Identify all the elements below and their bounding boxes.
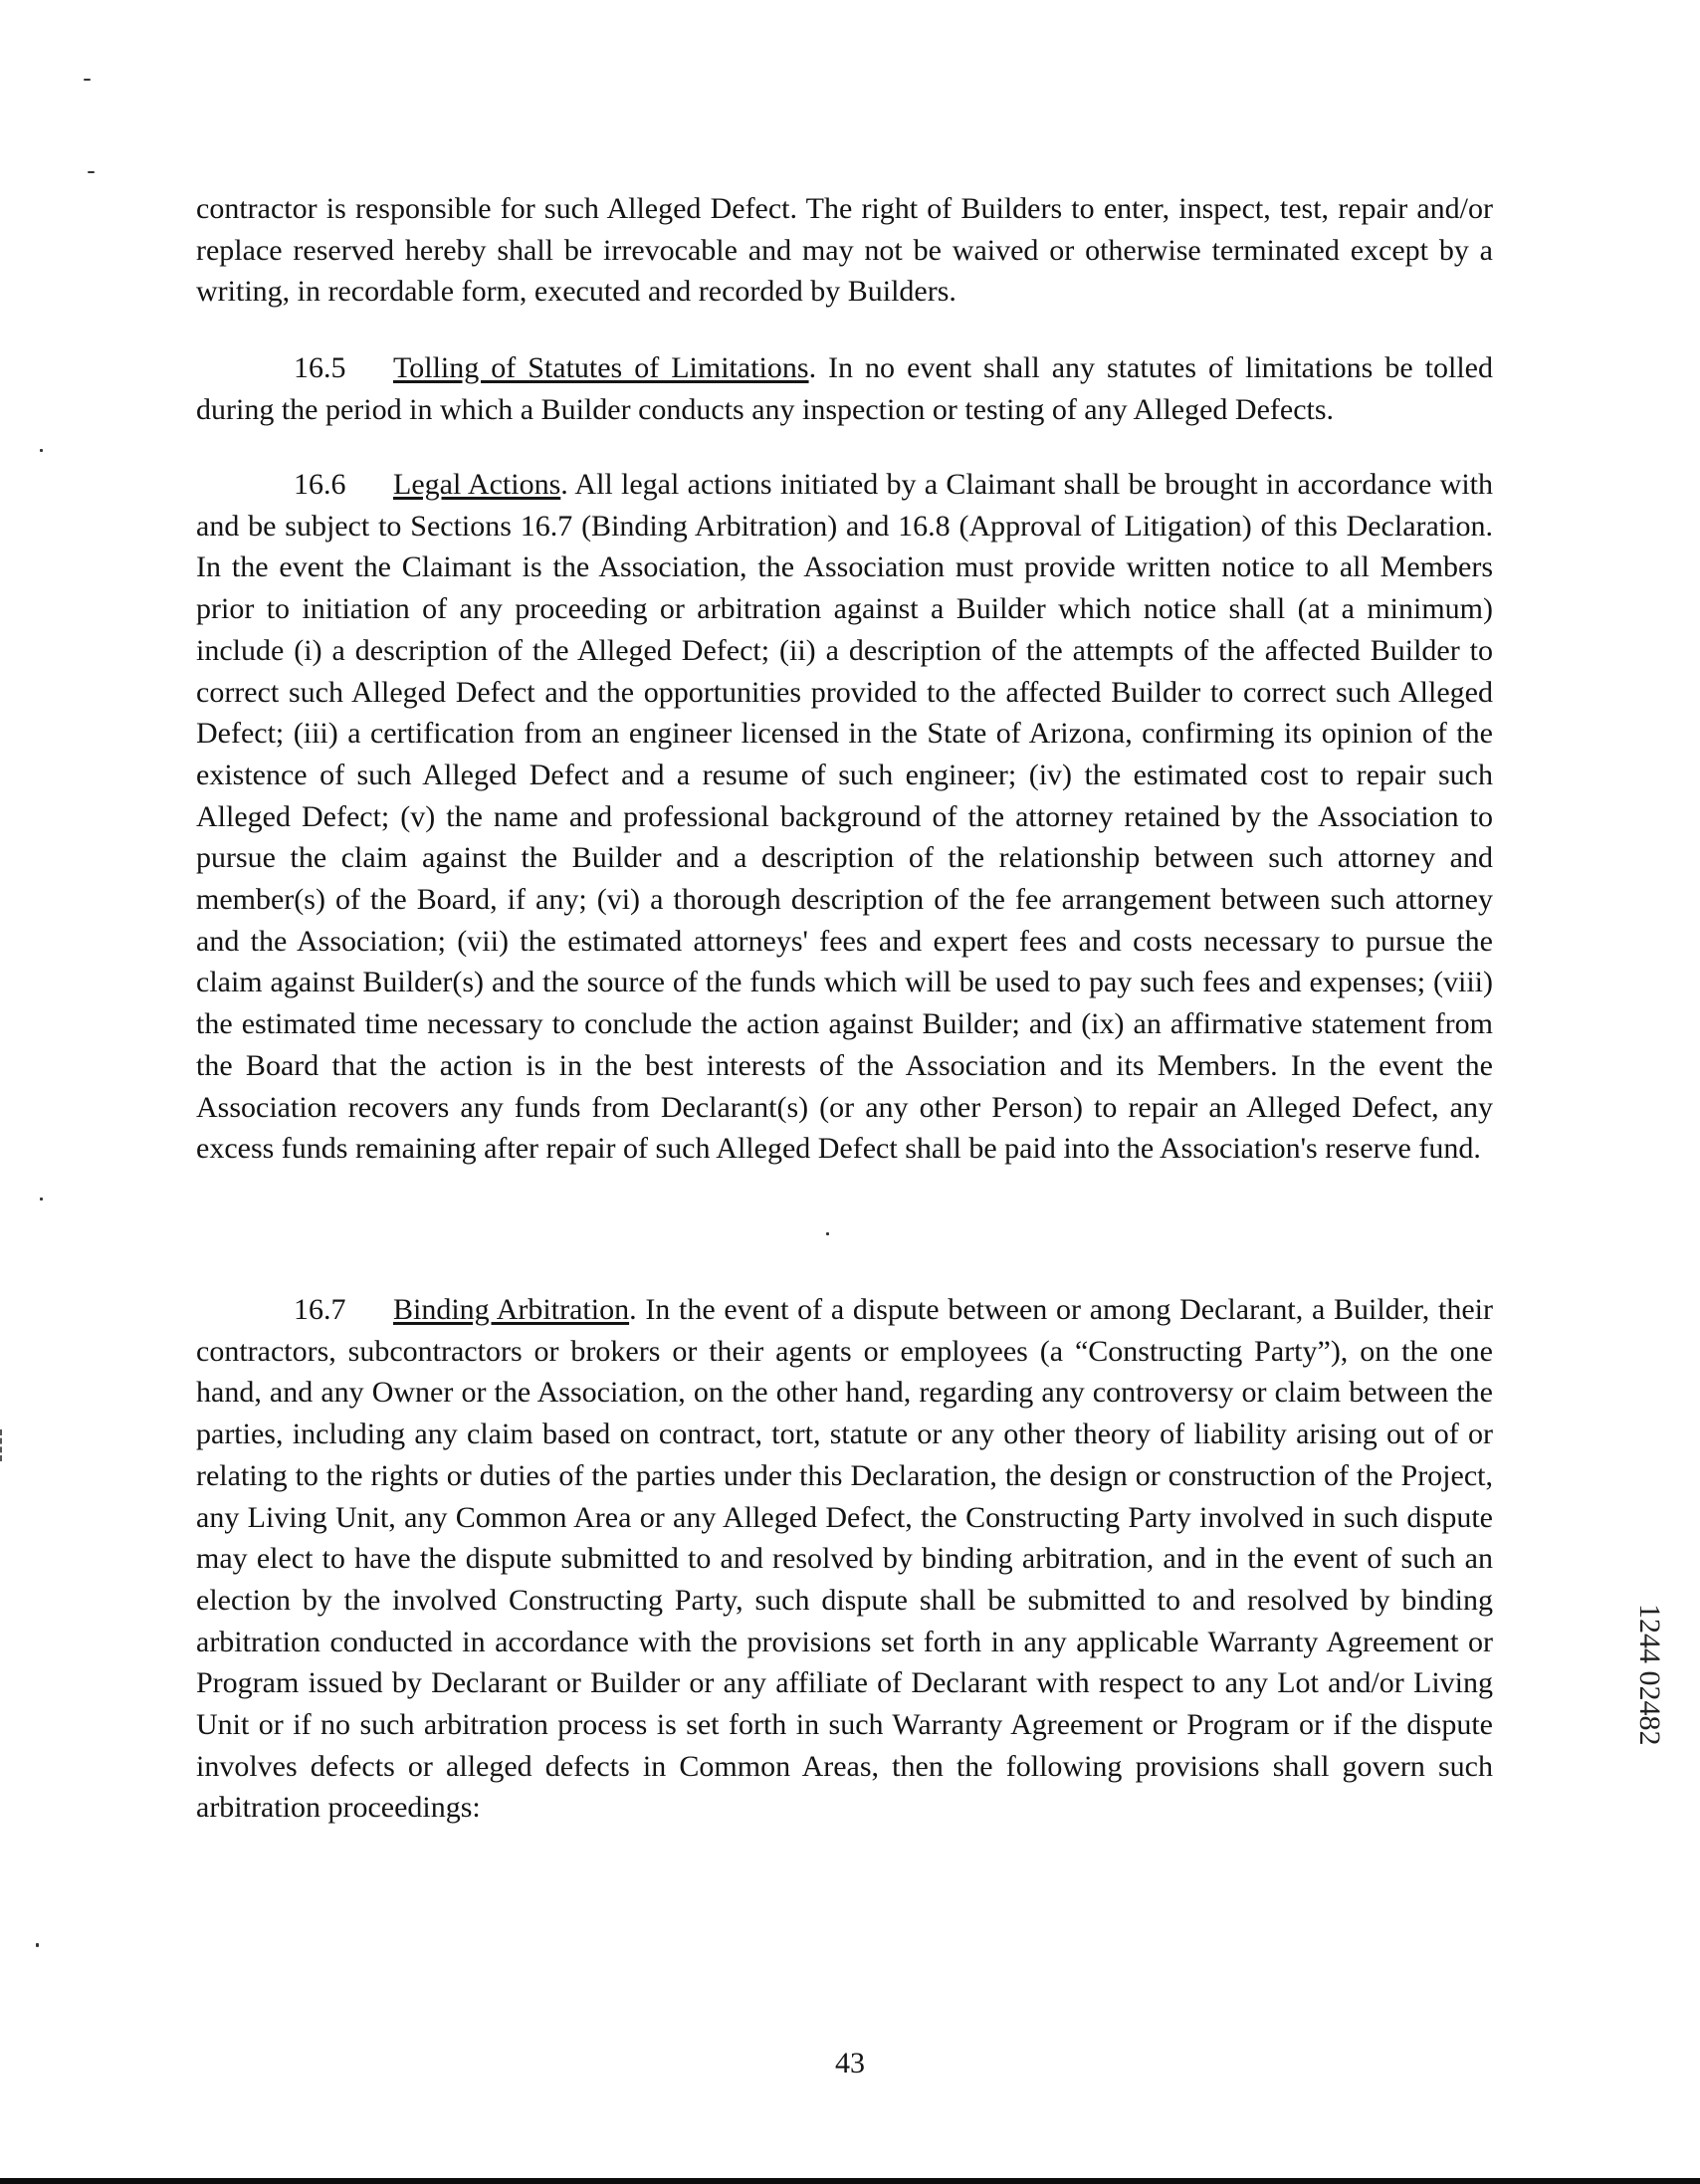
page-number: 43 bbox=[835, 2047, 865, 2079]
scan-edge-marks bbox=[0, 1429, 5, 1461]
scan-speck bbox=[40, 449, 43, 452]
section-16-5 bbox=[196, 347, 1493, 430]
section-text: . In the event of a dispute between or among Declarant, a Builder, their contractors, subcontractors or brokers or their agents or employees (a “Constructing Party”), on the one hand, and any Owner or the Association, on the other hand, regarding any controversy or claim between the parties, including any claim based on contract, tort, statute or any other theory of liability arising out of or relating to the rights or duties of the parties under this Declaration, the design or construction of the Project, any Living Unit, any Common Area or any Alleged Defect, the Constructing Party involved in such dispute may elect to have the dispute submitted to and resolved by binding arbitration, and in the event of such an election by the involved Constructing Party, such dispute shall be submitted to and resolved by binding arbitration conducted in accordance with the provisions set forth in any applicable Warranty Agreement or Program issued by Declarant or Builder or any affiliate of Declarant with respect to any Lot and/or Living Unit or if no such arbitration process is set forth in such Warranty Agreement or Program or if the dispute involves defects or alleged defects in Common Areas, then the following provisions shall govern such arbitration proceedings: bbox=[196, 1293, 1494, 1825]
scan-speck bbox=[826, 1232, 829, 1235]
section-number: 16.7 bbox=[294, 1293, 346, 1326]
section-number: 16.6 bbox=[294, 468, 346, 501]
scan-speck bbox=[40, 1198, 43, 1201]
scan-speck bbox=[84, 79, 91, 81]
section-text: . All legal actions initiated by a Claimant shall be brought in accordance with and be subject to Sections 16.7 (Binding Arbitration) and 16.8 (Approval of Litigation) of this Declaration. In the event the Claimant is the Association, the Association must provide written notice to all Members prior to initiation of any proceeding or arbitration against a Builder which notice shall (at a minimum) include (i) a description of the Alleged Defect; (ii) a description of the attempts of the affected Builder to correct such Alleged Defect and the opportunities provided to the affected Builder to correct such Alleged Defect; (iii) a certification from an engineer licensed in the State of Arizona, confirming its opinion of the existence of such Alleged Defect and a resume of such engineer; (iv) the estimated cost to repair such Alleged Defect; (v) the name and professional background of the attorney retained by the Association to pursue the claim against the Builder and a description of the relationship between such attorney and member(s) of the Board, if any; (vi) a thorough description of the fee arrangement between such attorney and the Association; (vii) the estimated attorneys' fees and expert fees and costs necessary to pursue the claim against Builder(s) and the source of the funds which will be used to pay such fees and expenses; (viii) the estimated time necessary to conclude the action against Builder; and (ix) an affirmative statement from the Board that the action is in the best interests of the Association and its Members. In the event the Association recovers any funds from Declarant(s) (or any other Person) to repair an Alleged Defect, any excess funds remaining after repair of such Alleged Defect shall be paid into the Association's reserve fund. bbox=[196, 468, 1493, 1166]
section-16-6 bbox=[196, 464, 1493, 1170]
recording-stamp-text: 1244 02482 bbox=[1633, 1604, 1666, 1746]
scan-speck bbox=[88, 171, 95, 173]
scan-speck bbox=[36, 1943, 39, 1947]
paragraph-continuation bbox=[196, 188, 1493, 313]
section-text: . In no event shall any statutes of limitations be tolled during the period in which a Builder conducts any inspection or testing of any Alleged Defects. bbox=[196, 351, 1493, 426]
scan-bottom-edge bbox=[0, 2178, 1700, 2184]
section-heading: Binding Arbitration bbox=[393, 1293, 630, 1326]
recording-stamp bbox=[1633, 1604, 1666, 1872]
section-16-7 bbox=[196, 1289, 1493, 1829]
section-heading: Tolling of Statutes of Limitations bbox=[393, 351, 809, 384]
paragraph-text: contractor is responsible for such Alleged Defect. The right of Builders to enter, inspect, test, repair and/or replace reserved hereby shall be irrevocable and may not be waived or otherwise terminated except by a writing, in recordable form, executed and recorded by Builders. bbox=[196, 192, 1493, 309]
section-heading: Legal Actions bbox=[393, 468, 561, 501]
section-number: 16.5 bbox=[294, 351, 346, 384]
